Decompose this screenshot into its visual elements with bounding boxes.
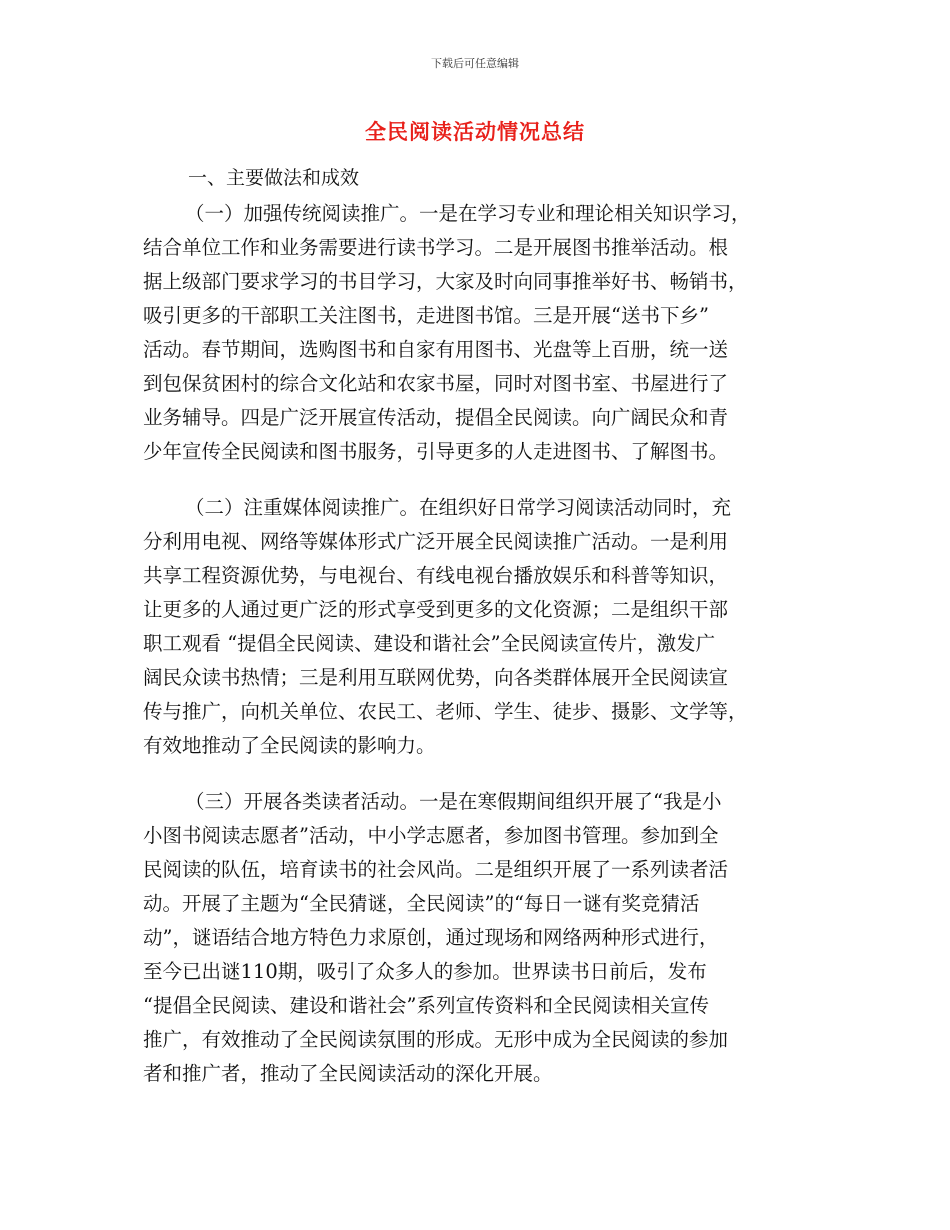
body-line: 据上级部门要求学习的书目学习，大家及时向同事推举好书、畅销书， [143, 270, 748, 293]
body-line: 活动。春节期间，选购图书和自家有用图书、光盘等上百册，统一送 [143, 338, 729, 361]
body-line: （三）开展各类读者活动。一是在寒假期间组织开展了“我是小 [185, 790, 722, 813]
document-title: 全民阅读活动情况总结 [365, 120, 585, 144]
body-line: “提倡全民阅读、建设和谐社会”系列宣传资料和全民阅读相关宣传 [143, 994, 709, 1017]
body-line: （二）注重媒体阅读推广。在组织好日常学习阅读活动同时，充 [185, 496, 732, 519]
body-line: 职工观看 “提倡全民阅读、建设和谐社会”全民阅读宣传片，激发广 [143, 632, 716, 655]
body-line: （一）加强传统阅读推广。一是在学习专业和理论相关知识学习， [185, 202, 751, 225]
body-line: 动”，谜语结合地方特色力求原创，通过现场和网络两种形式进行， [143, 926, 719, 949]
body-line: 到包保贫困村的综合文化站和农家书屋，同时对图书室、书屋进行了 [143, 372, 729, 395]
body-line: 结合单位工作和业务需要进行读书学习。二是开展图书推举活动。根 [143, 236, 729, 259]
body-line: 民阅读的队伍，培育读书的社会风尚。二是组织开展了一系列读者活 [143, 858, 729, 881]
body-line: 吸引更多的干部职工关注图书，走进图书馆。三是开展“送书下乡” [143, 304, 709, 327]
body-line: 阔民众读书热情；三是利用互联网优势，向各类群体展开全民阅读宣 [143, 666, 729, 689]
body-line: 者和推广者，推动了全民阅读活动的深化开展。 [143, 1062, 553, 1085]
body-line: 共享工程资源优势，与电视台、有线电视台播放娱乐和科普等知识， [143, 564, 729, 587]
section-heading: 一、主要做法和成效 [188, 167, 360, 189]
body-line: 让更多的人通过更广泛的形式享受到更多的文化资源；二是组织干部 [143, 598, 729, 621]
body-line: 动。开展了主题为“全民猜谜，全民阅读”的“每日一谜有奖竞猜活 [143, 892, 700, 915]
header-note: 下载后可任意编辑 [431, 57, 519, 70]
body-line: 至今已出谜110期，吸引了众多人的参加。世界读书日前后，发布 [143, 960, 707, 983]
body-line: 传与推广，向机关单位、农民工、老师、学生、徒步、摄影、文学等， [143, 700, 748, 723]
body-line: 小图书阅读志愿者”活动，中小学志愿者，参加图书管理。参加到全 [143, 824, 719, 847]
body-line: 有效地推动了全民阅读的影响力。 [143, 734, 436, 757]
body-line: 推广，有效推动了全民阅读氛围的形成。无形中成为全民阅读的参加 [143, 1028, 729, 1051]
body-line: 少年宣传全民阅读和图书服务，引导更多的人走进图书、了解图书。 [143, 440, 729, 463]
body-line: 业务辅导。四是广泛开展宣传活动，提倡全民阅读。向广阔民众和青 [143, 406, 729, 429]
body-line: 分利用电视、网络等媒体形式广泛开展全民阅读推广活动。一是利用 [143, 530, 729, 553]
